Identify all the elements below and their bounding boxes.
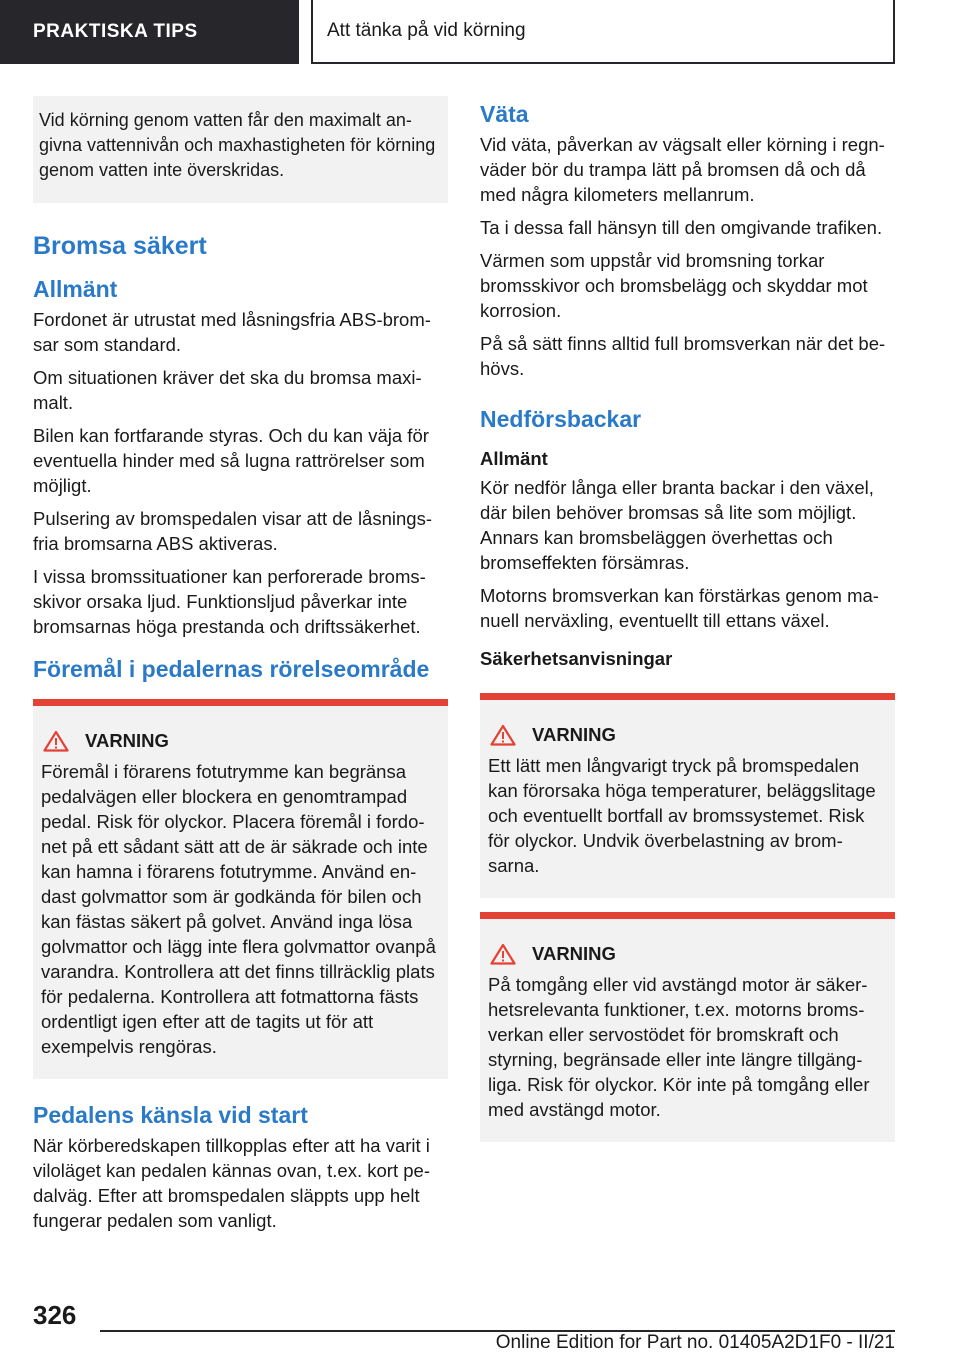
left-column	[33, 96, 448, 1241]
heading-pedalens-kansla: Pedalens känsla vid start	[33, 1102, 308, 1128]
heading-foremal: Föremål i pedalernas rörelseområde	[33, 656, 430, 682]
chapter-title: Att tänka på vid körning	[327, 20, 526, 41]
heading-vata: Väta	[480, 101, 529, 127]
warning-triangle-icon	[490, 724, 516, 746]
note-box	[33, 96, 448, 203]
right-column	[480, 100, 895, 1156]
paragraph: Bilen kan fortfarande styras. Och du kan väja för eventuella hinder med så lugna rattrörelser som möjligt.	[33, 425, 429, 496]
warning-box	[480, 912, 895, 1142]
warning-box	[480, 693, 895, 898]
heading-allmant: Allmänt	[33, 276, 118, 302]
paragraph: Fordonet är utrustat med låsningsfria ABS-bromsar som standard.	[33, 309, 431, 355]
chapter-header	[311, 0, 895, 64]
paragraph: På så sätt finns alltid full bromsverkan när det behövs.	[480, 333, 886, 379]
paragraph: Ta i dessa fall hänsyn till den omgivande trafiken.	[480, 217, 883, 238]
subheading-allmant: Allmänt	[480, 448, 548, 469]
page-number: 326	[33, 1300, 77, 1330]
paragraph: I vissa bromssituationer kan perforerade bromsskivor orsaka ljud. Funktionsljud påverkar inte bromsarnas höga prestanda och driftssäkerhet.	[33, 566, 426, 637]
subheading-sakerhetsanvisningar: Säkerhetsanvisningar	[480, 648, 673, 669]
paragraph: Värmen som uppstår vid bromsning torkar bromsskivor och bromsbelägg och skyddar mot korrosion.	[480, 250, 868, 321]
warning-title-row	[41, 728, 440, 753]
warning-title: VARNING	[532, 943, 616, 964]
paragraph: Om situationen kräver det ska du bromsa maximalt.	[33, 367, 422, 413]
warning-title-row	[488, 941, 887, 966]
footer-edition: Online Edition for Part no. 01405A2D1F0 - II/21	[495, 1332, 895, 1353]
warning-title: VARNING	[532, 724, 616, 745]
warning-text: Ett lätt men långvarigt tryck på bromspedalen kan förorsaka höga temperaturer, beläggslitage och eventuellt bortfall av bromssystemet. Risk för olyckor. Undvik överbelastning av bromsarna.	[488, 755, 876, 876]
paragraph: När körberedskapen tillkopplas efter att ha varit i viloläget kan pedalen kännas ovan, t.ex. kort pedalväg. Efter att bromspedalen släppts upp helt fungerar pedalen som vanligt.	[33, 1135, 430, 1231]
warning-title-row	[488, 722, 887, 747]
note-text: Vid körning genom vatten får den maximalt angivna vattennivån och maxhastigheten för körning genom vatten inte överskridas.	[39, 110, 436, 180]
heading-bromsa-sakert: Bromsa säkert	[33, 232, 207, 260]
warning-title: VARNING	[85, 730, 169, 751]
warning-triangle-icon	[43, 730, 69, 752]
warning-triangle-icon	[490, 943, 516, 965]
warning-text: Föremål i förarens fotutrymme kan begränsa pedalvägen eller blockera en genomtrampad pedal. Risk för olyckor. Placera föremål i fordonet på ett sådant sätt att de är säkrade och inte kan hamna i förarens fotutrymme. Använd endast golvmattor som är godkända för bilen och kan fästas säkert på golvet. Använd inga lösa golvmattor och lägg inte flera golvmattor ovanpå varandra. Kontrollera att det finns tillräcklig plats för pedalerna. Kontrollera att fotmattorna fästs ordentligt igen efter att de tagits ut för att exempelvis rengöras.	[41, 761, 436, 1057]
paragraph: Vid väta, påverkan av vägsalt eller körning i regnväder bör du trampa lätt på bromsen då och då med några kilometers mellanrum.	[480, 134, 885, 205]
warning-text: På tomgång eller vid avstängd motor är säkerhetsrelevanta funktioner, t.ex. motorns bromsverkan eller servostödet för bromskraft och styrning, begränsade eller inte längre tillgängliga. Risk för olyckor. Kör inte på tomgång eller med avstängd motor.	[488, 974, 870, 1120]
warning-box	[33, 699, 448, 1079]
section-tab	[0, 0, 299, 64]
paragraph: Pulsering av bromspedalen visar att de låsningsfria bromsarna ABS aktiveras.	[33, 508, 432, 554]
heading-nedforsbackar: Nedförsbackar	[480, 406, 642, 432]
section-title: PRAKTISKA TIPS	[33, 21, 198, 42]
paragraph: Kör nedför långa eller branta backar i den växel, där bilen behöver bromsas så lite som möjligt. Annars kan bromsbeläggen överhettas och bromseffekten försämras.	[480, 477, 874, 573]
paragraph: Motorns bromsverkan kan förstärkas genom manuell nerväxling, eventuellt till ettans växel.	[480, 585, 879, 631]
